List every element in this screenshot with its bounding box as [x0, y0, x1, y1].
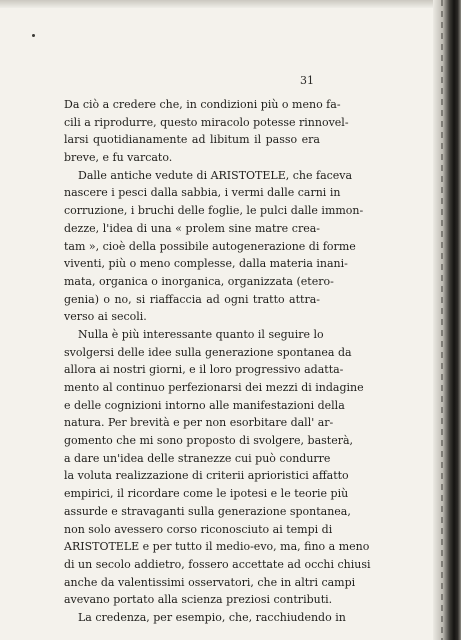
- text-line: la voluta realizzazione di criterii aprioristici affatto: [64, 469, 349, 483]
- page-number: 31: [300, 74, 314, 87]
- text-line: verso ai secoli.: [64, 310, 147, 324]
- text-line: Da ciò a credere che, in condizioni più o meno fa-: [64, 98, 341, 111]
- text-line: empirici, il ricordare come le ipotesi e le teorie più: [64, 487, 349, 501]
- text-line: nascere i pesci dalla sabbia, i vermi dalle carni in: [64, 186, 341, 200]
- text-line: di un secolo addietro, fossero accettate ad occhi chiusi: [64, 557, 371, 571]
- text-line: La credenza, per esempio, che, racchiudendo in: [78, 610, 346, 624]
- text-line: cili a riprodurre, questo miracolo potesse rinnovel-: [64, 115, 349, 129]
- text-line: viventi, più o meno complesse, dalla materia inani-: [64, 257, 348, 271]
- text-line: natura. Per brevità e per non esorbitare dall' ar-: [64, 416, 334, 430]
- text-line: Dalle antiche vedute di ARISTOTELE, che faceva: [78, 168, 353, 182]
- page-top-edge-shadow: [0, 0, 461, 8]
- text-line: mata, organica o inorganica, organizzata (etero-: [64, 274, 334, 288]
- text-line: dezze, l'idea di una « prolem sine matre crea-: [64, 221, 320, 235]
- text-line: allora ai nostri giorni, e il loro progressivo adatta-: [64, 363, 344, 377]
- text-line: svolgersi delle idee sulla generazione spontanea da: [64, 345, 352, 359]
- text-line: gomento che mi sono proposto di svolgere, basterà,: [64, 434, 354, 448]
- text-line: avevano portato alla scienza preziosi contributi.: [64, 593, 333, 607]
- text-line: genia) o no, si riaffaccia ad ogni tratto attra-: [64, 292, 320, 306]
- text-line: larsi quotidianamente ad libitum il passo era: [64, 133, 320, 147]
- text-line: assurde e stravaganti sulla generazione spontanea,: [64, 504, 351, 518]
- text-line: mento al continuo perfezionarsi dei mezzi di indagine: [64, 381, 364, 394]
- text-line: non solo avessero corso riconosciuto ai tempi di: [64, 522, 333, 536]
- text-line: Nulla è più interessante quanto il seguire lo: [78, 327, 324, 341]
- text-line: corruzione, i bruchi delle foglie, le pulci dalle immon-: [64, 204, 364, 218]
- body-text: [64, 96, 371, 627]
- ink-speck: [32, 34, 35, 37]
- text-line: anche da valentissimi osservatori, che in altri campi: [64, 575, 356, 589]
- text-line: a dare un'idea delle stranezze cui può condurre: [64, 451, 331, 465]
- text-line: tam », cioè della possibile autogenerazione di forme: [64, 239, 356, 253]
- book-binding-edge: [433, 0, 461, 640]
- text-line: e delle cognizioni intorno alle manifestazioni della: [64, 398, 345, 412]
- text-line: ARISTOTELE e per tutto il medio-evo, ma, fino a meno: [64, 540, 370, 554]
- text-line: breve, e fu varcato.: [64, 151, 173, 165]
